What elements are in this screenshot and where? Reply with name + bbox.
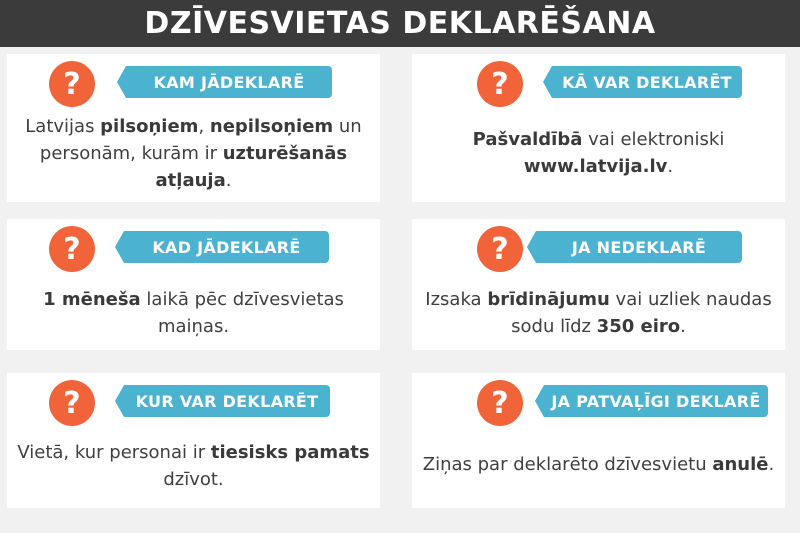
question-icon: ? — [477, 226, 523, 272]
card-text: Latvijas pilsoņiem, nepilsoņiem un personām, kurām ir uzturēšanās atļauja. — [25, 116, 362, 191]
card-label: KAM JĀDEKLARĒ — [126, 66, 332, 98]
card-label: KAD JĀDEKLARĒ — [124, 231, 329, 263]
emphasis-text: uzturēšanās atļauja — [155, 143, 348, 191]
card-label: JA PATVAĻĪGI DEKLARĒ — [544, 385, 768, 417]
card-ka-var-deklaret — [412, 54, 785, 202]
card-text: 1 mēneša laikā pēc dzīvesvietas maiņas. — [43, 289, 344, 337]
emphasis-text: 350 eiro — [596, 316, 681, 337]
card-label: KĀ VAR DEKLARĒT — [552, 66, 742, 98]
emphasis-text: pilsoņiem — [100, 116, 199, 137]
question-icon: ? — [49, 61, 95, 107]
card-kad-jadeklare — [7, 219, 380, 350]
page-title: DZĪVESVIETAS DEKLARĒŠANA — [0, 0, 800, 47]
card-kam-jadeklare — [7, 54, 380, 202]
card-ja-patvaligi-deklare — [412, 373, 785, 508]
card-text: Izsaka brīdinājumu vai uzliek naudas sodu līdz 350 eiro. — [425, 289, 772, 337]
emphasis-text: 1 mēneša — [43, 289, 141, 310]
emphasis-text: tiesisks pamats — [210, 442, 370, 463]
card-kur-var-deklaret — [7, 373, 380, 508]
question-icon: ? — [49, 380, 95, 426]
question-icon: ? — [49, 226, 95, 272]
card-text: Vietā, kur personai ir tiesisks pamats dzīvot. — [17, 442, 370, 490]
question-icon: ? — [477, 61, 523, 107]
card-label: KUR VAR DEKLARĒT — [124, 385, 330, 417]
emphasis-text: anulē — [712, 454, 769, 475]
question-icon: ? — [477, 380, 523, 426]
emphasis-text: brīdinājumu — [487, 289, 610, 310]
card-text: Pašvaldībā vai elektroniski www.latvija.lv. — [472, 129, 725, 177]
emphasis-text: Pašvaldībā — [472, 129, 583, 150]
emphasis-text: nepilsoņiem — [209, 116, 334, 137]
emphasis-text: www.latvija.lv — [523, 156, 668, 177]
card-label: JA NEDEKLARĒ — [536, 231, 742, 263]
card-ja-nedeklare — [412, 219, 785, 350]
card-text: Ziņas par deklarēto dzīvesvietu anulē. — [422, 454, 775, 475]
